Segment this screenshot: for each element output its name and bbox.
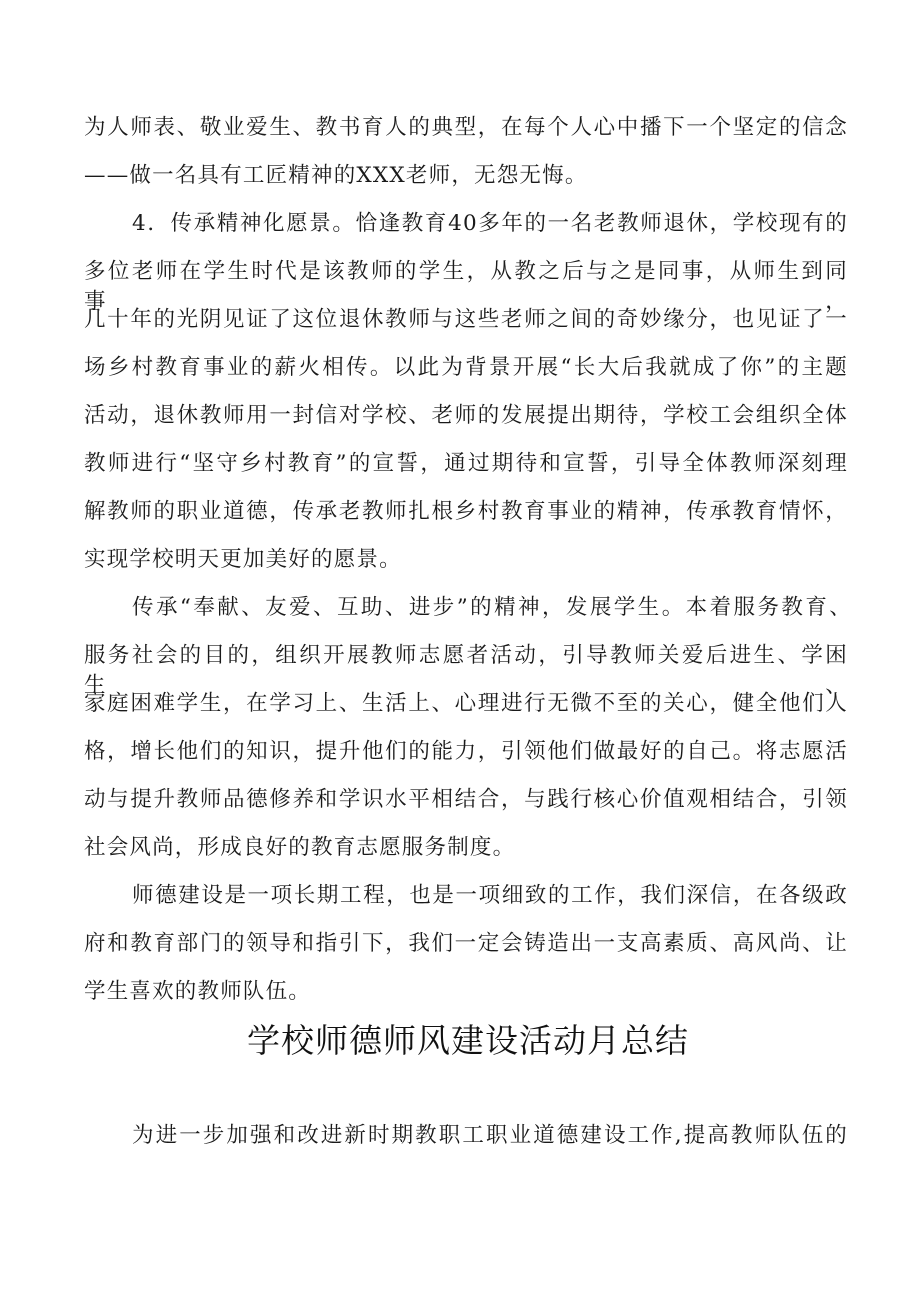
paragraph-line: 传承“奉献、友爱、互助、进步”的精神，发展学生。本着服务教育、 bbox=[132, 595, 852, 620]
paragraph-line: 活动，退休教师用一封信对学校、老师的发展提出期待，学校工会组织全体 bbox=[84, 403, 848, 428]
paragraph-line: 动与提升教师品德修养和学识水平相结合，与践行核心价值观相结合，引领 bbox=[84, 787, 848, 812]
paragraph-line: 服务社会的目的，组织开展教师志愿者活动，引导教师关爱后进生、学困生、 bbox=[84, 643, 848, 698]
paragraph-line: 几十年的光阴见证了这位退休教师与这些老师之间的奇妙缘分，也见证了一 bbox=[84, 307, 848, 332]
paragraph-line: 师德建设是一项长期工程，也是一项细致的工作，我们深信，在各级政 bbox=[132, 883, 848, 908]
paragraph-line: ——做一名具有工匠精神的XXX老师，无怨无悔。 bbox=[84, 163, 588, 188]
paragraph-line: 多位老师在学生时代是该教师的学生，从教之后与之是同事，从师生到同事， bbox=[84, 259, 848, 314]
paragraph-line: 实现学校明天更加美好的愿景。 bbox=[84, 547, 402, 572]
paragraph-line: 为人师表、敬业爱生、教书育人的典型，在每个人心中播下一个坚定的信念 bbox=[84, 115, 848, 140]
paragraph-line: 社会风尚，形成良好的教育志愿服务制度。 bbox=[84, 835, 516, 860]
paragraph-line: 学生喜欢的教师队伍。 bbox=[84, 979, 312, 1004]
paragraph-line: 为进一步加强和改进新时期教职工职业道德建设工作,提高教师队伍的 bbox=[132, 1123, 848, 1148]
paragraph-line: 场乡村教育事业的薪火相传。以此为背景开展“长大后我就成了你”的主题 bbox=[84, 355, 848, 380]
paragraph-line: 家庭困难学生，在学习上、生活上、心理进行无微不至的关心，健全他们人 bbox=[84, 691, 848, 716]
paragraph-line: 教师进行“坚守乡村教育”的宣誓，通过期待和宣誓，引导全体教师深刻理 bbox=[84, 451, 848, 476]
paragraph-line: 解教师的职业道德，传承老教师扎根乡村教育事业的精神，传承教育情怀， bbox=[84, 499, 848, 524]
paragraph-line: 格，增长他们的知识，提升他们的能力，引领他们做最好的自己。将志愿活 bbox=[84, 739, 848, 764]
paragraph-line: 4．传承精神化愿景。恰逢教育40多年的一名老教师退休，学校现有的 bbox=[132, 211, 848, 236]
paragraph-line: 府和教育部门的领导和指引下，我们一定会铸造出一支高素质、高风尚、让 bbox=[84, 931, 848, 956]
section-title: 学校师德师风建设活动月总结 bbox=[247, 1021, 689, 1060]
